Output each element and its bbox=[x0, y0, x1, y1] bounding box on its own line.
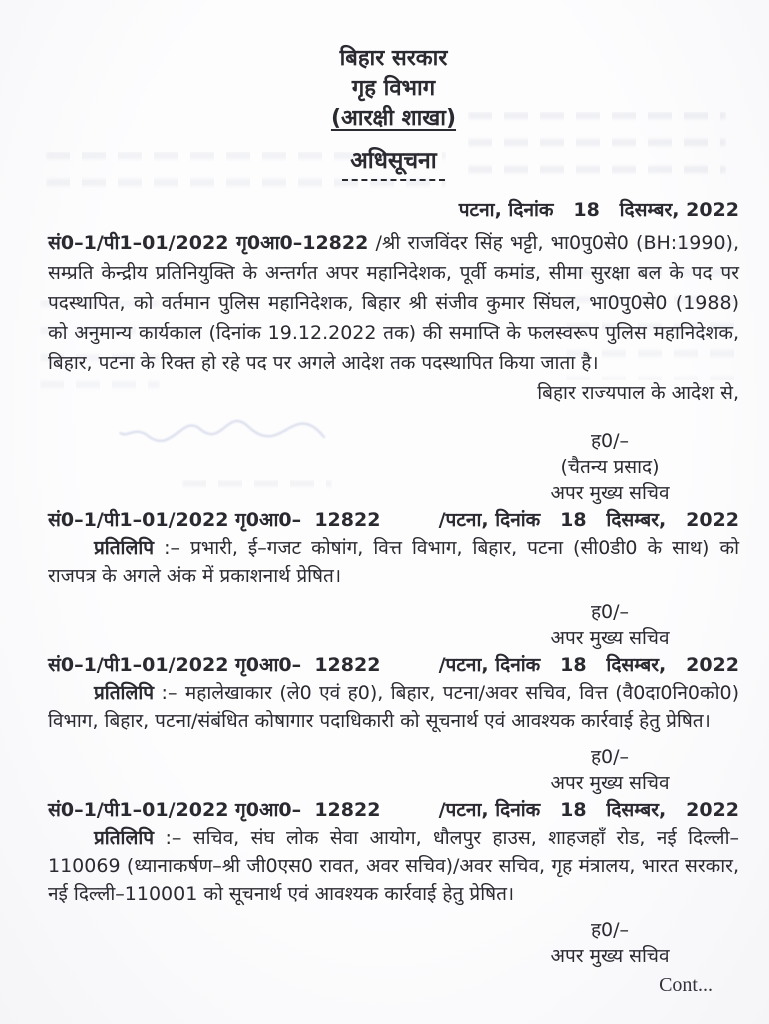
notification-title: अधिसूचना bbox=[342, 146, 445, 181]
copy-label: प्रतिलिपि bbox=[94, 682, 155, 704]
copy-paragraph bbox=[48, 534, 739, 590]
reference-line-left: सं0–1/पी1–01/2022 गृ0आ0– 12822 bbox=[48, 509, 381, 531]
dateline: पटना, दिनांक 18 दिसम्बर, 2022 bbox=[458, 199, 739, 221]
reference-line-left: सं0–1/पी1–01/2022 गृ0आ0– 12822 bbox=[48, 654, 381, 676]
by-order-line: बिहार राज्यपाल के आदेश से, bbox=[537, 382, 739, 404]
government-name: बिहार सरकार bbox=[339, 46, 448, 71]
department-name: गृह विभाग bbox=[351, 76, 436, 101]
branch-name bbox=[48, 104, 739, 134]
copy-paragraph bbox=[48, 824, 739, 908]
signatory-name: (चैतन्य प्रसाद) bbox=[560, 456, 660, 478]
continuation-marker: Cont... bbox=[659, 974, 713, 996]
signatory-designation: अपर मुख्य सचिव bbox=[550, 627, 670, 649]
signature-block bbox=[525, 744, 695, 796]
reference-number: सं0–1/पी1–01/2022 गृ0आ0–12822 bbox=[48, 232, 369, 254]
notification-title-row bbox=[48, 146, 739, 186]
letterhead bbox=[48, 44, 739, 186]
signature-block bbox=[525, 917, 695, 969]
signature-ho: ह0/– bbox=[590, 919, 630, 941]
reference-line bbox=[48, 796, 739, 824]
reference-line bbox=[48, 651, 739, 679]
reference-line bbox=[48, 506, 739, 534]
signature-ho: ह0/– bbox=[590, 430, 630, 452]
signature-block bbox=[525, 599, 695, 651]
copy-label: प्रतिलिपि bbox=[94, 537, 155, 559]
copy-text: :– महालेखाकार (ले0 एवं ह0), बिहार, पटना/अवर सचिव, वित्त (वै0दा0नि0को0) विभाग, बिहार, पटना/संबंधित कोषागार पदाधिकारी को सूचनार्थ एवं आवश्यक कार्रवाई हेतु प्रेषित। bbox=[48, 682, 739, 732]
signature-ho: ह0/– bbox=[590, 746, 630, 768]
notification-text: /श्री राजविंदर सिंह भट्टी, भा0पु0से0 (BH:1990), सम्प्रति केन्द्रीय प्रतिनियुक्ति के अन्तर्गत अपर महानिदेशक, पूर्वी कमांड, सीमा सुरक्षा बल के पद पर पदस्थापित, को वर्तमान पुलिस महानिदेशक, बिहार श्री संजीव कुमार सिंघल, भा0पु0से0 (1988) को अनुमान्य कार्यकाल (दिनांक 19.12.2022 तक) की समाप्ति के फलस्वरूप पुलिस महानिदेशक, बिहार, पटना के रिक्त हो रहे पद पर अगले आदेश तक पदस्थापित किया जाता है। bbox=[48, 232, 739, 374]
branch-name-text: (आरक्षी शाखा) bbox=[330, 106, 457, 131]
signatory-designation: अपर मुख्य सचिव bbox=[550, 482, 670, 504]
reference-line-left: सं0–1/पी1–01/2022 गृ0आ0– 12822 bbox=[48, 799, 381, 821]
reference-line-right: /पटना, दिनांक 18 दिसम्बर, 2022 bbox=[438, 509, 739, 531]
copy-paragraph bbox=[48, 679, 739, 735]
reference-line-right: /पटना, दिनांक 18 दिसम्बर, 2022 bbox=[438, 654, 739, 676]
signatory-designation: अपर मुख्य सचिव bbox=[550, 772, 670, 794]
signature-ho: ह0/– bbox=[590, 601, 630, 623]
signature-block bbox=[525, 428, 695, 506]
copy-text: :– प्रभारी, ई–गजट कोषांग, वित्त विभाग, बिहार, पटना (सी0डी0 के साथ) को राजपत्र के अगले अंक में प्रकाशनार्थ प्रेषित। bbox=[48, 537, 739, 587]
copy-text: :– सचिव, संघ लोक सेवा आयोग, धौलपुर हाउस, शाहजहाँ रोड, नई दिल्ली–110069 (ध्यानाकर्षण–श्री जी0एस0 रावत, अवर सचिव)/अवर सचिव, गृह मंत्रालय, भारत सरकार, नई दिल्ली–110001 को सूचनार्थ एवं आवश्यक कार्रवाई हेतु प्रेषित। bbox=[48, 827, 739, 905]
reference-line-right: /पटना, दिनांक 18 दिसम्बर, 2022 bbox=[438, 799, 739, 821]
notification-body bbox=[48, 228, 739, 378]
signatory-designation: अपर मुख्य सचिव bbox=[550, 945, 670, 967]
copy-label: प्रतिलिपि bbox=[94, 827, 155, 849]
